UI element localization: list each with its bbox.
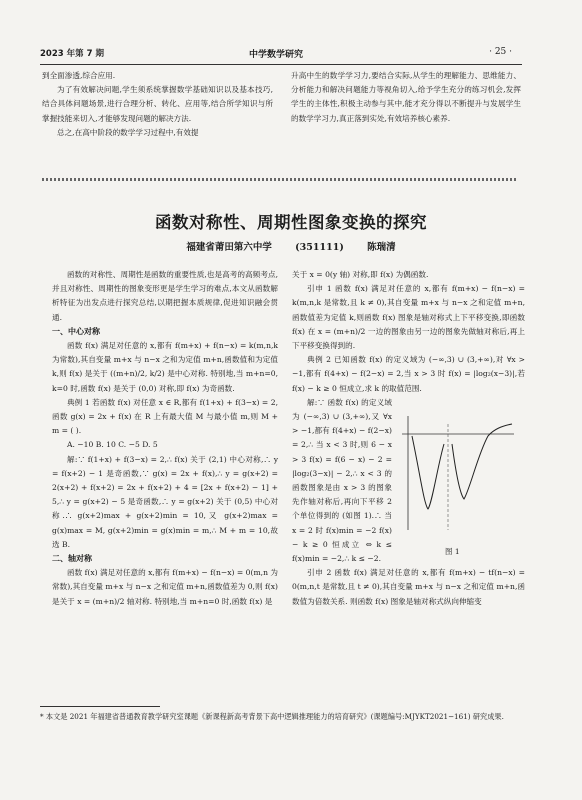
paragraph: 为了有效解决问题,学生须系统掌握数学基础知识以及基本技巧,结合具体问题场景,进行合理分析、转化、应用等,结合所学知识与所掌握技能来切入,才能够发现问题的解决方法. xyxy=(42,85,273,123)
paragraph: 关于 x = 0(y 轴) 对称,即 f(x) 为偶函数. xyxy=(292,270,429,279)
paragraph: 函数 f(x) 满足对任意的 x,都有 f(m+x) − f(n−x) = 0(m,n 为常数),其自变量 m+x 与 n−x 之和定值 m+n,函数值差为 0,则 f(x) 是关于 x = (m+n)/2 轴对称. 特别地,当 m+n=0 时,函数 f(x) 是 xyxy=(52,568,278,606)
author-name: 陈瑞清 xyxy=(367,242,396,253)
prev-article-right xyxy=(291,69,521,126)
header-rule xyxy=(40,64,522,65)
prev-article-left xyxy=(42,69,273,140)
author-postcode: (351111) xyxy=(295,242,344,253)
curve-right xyxy=(452,424,512,499)
running-header xyxy=(40,47,512,61)
example-1-solution: 解:∵ f(1+x) + f(3−x) = 2,∴ f(x) 关于 (2,1) 中心对称,∴ y = f(x+2) − 1 是奇函数,∵ g(x) = 2x + f(x),∴ y = g(x+2) = 2(x+2) + f(x+2) = 2x + f(x+2) + 4 = [2x + f(x+2) − 1] + 5,∴ y = g(x+2) − 5 是奇函数,∴ y = g(x+2) 关于 (0,5) 中心对称.∴ g(x+2)max + g(x+2)min = 10,又 g(x+2)max = g(x)max = M, g(x+2)min = g(x)min = m,∴ M + m = 10,故选 B. xyxy=(52,454,278,549)
left-column xyxy=(52,268,278,609)
example-1-options: A. −10 B. 10 C. −5 D. 5 xyxy=(67,440,158,450)
journal-name: 中学数学研究 xyxy=(248,50,303,60)
paragraph: 升高中生的数学学习力,要结合实际,从学生的理解能力、思维能力、分析能力和解决问题能力等视角切入,给予学生充分的练习机会,发挥学生的主体性,积极主动参与其中,能才充分得以不断提升与发展学生的数学学习力,真正落到实处,有效培养核心素养. xyxy=(291,71,521,123)
paragraph: 到全面渗透,综合应用. xyxy=(42,71,116,80)
extension-2: 引申 2 函数 f(x) 满足对任意的 x,都有 f(m+x) − tf(n−x) = 0(m,n,t 是常数,且 t ≠ 0),其自变量 m+x 与 n−x 之和定值 m+n,函数值为倍数关系. 则函数 f(x) 图象是轴对称式纵向伸缩变 xyxy=(292,568,525,606)
article-separator xyxy=(42,178,516,181)
section-heading-central-symmetry: 一、中心对称 xyxy=(52,326,100,336)
example-1: 典例 1 若函数 f(x) 对任意 x ∈ R,都有 f(1+x) + f(3−x) = 2,函数 g(x) = 2x + f(x) 在 R 上有最大值 M 与最小值 m,则 M + m = ( ). xyxy=(52,397,278,436)
abstract: 函数的对称性、周期性是函数的重要性质,也是高考的高频考点,并且对称性、周期性的图象变形更是学生学习的难点,本文从函数解析特征为出发点进行探究总结,以期把握本质规律,促进知识融会贯通. xyxy=(52,270,278,322)
extension-1: 引申 1 函数 f(x) 满足对任意的 x,都有 f(m+x) − f(n−x) = k(m,n,k 是常数,且 k ≠ 0),其自变量 m+x 与 n−x 之和定值 m+n,函数值差为定值 k,则函数 f(x) 图象是轴对称式上下平移变换,即函数 f(x) 在 x = (m+n)/2 一边的图象由另一边的图象先做轴对称后,再上下平移变换得到的. xyxy=(292,284,525,351)
article-title: 函数对称性、周期性图象变换的探究 xyxy=(155,213,427,232)
figure-1-graph xyxy=(398,414,516,532)
page-number: · 25 · xyxy=(489,47,512,57)
figure-caption: 图 1 xyxy=(445,547,460,556)
example-2: 典例 2 已知函数 f(x) 的定义域为 (−∞,3) ∪ (3,+∞),对 ∀x > −1,都有 f(4+x) − f(2−x) = 2,当 x > 3 时 f(x) = |log₂(x−3)|,若 f(x) − k ≥ 0 恒成立,求 k 的取值范围. xyxy=(292,355,525,393)
paragraph: 总之,在高中阶段的数学学习过程中,有效提 xyxy=(57,127,199,137)
curve-left xyxy=(412,436,444,509)
section-heading-axial-symmetry: 二、轴对称 xyxy=(52,554,92,564)
paragraph: 函数 f(x) 满足对任意的 x,都有 f(m+x) + f(n−x) = k(m,n,k 为常数),其自变量 m+x 与 n−x 之和为定值 m+n,函数值和为定值 k,则 f(x) 是关于 ((m+n)/2, k/2) 是中心对称. 特别地,当 m+n=0, k=0 时,函数 f(x) 是关于 (0,0) 对称,即 f(x) 为奇函数. xyxy=(52,341,278,393)
example-2-solution: 解:∵ 函数 f(x) 的定义域为 (−∞,3) ∪ (3,+∞),又 ∀x > −1,都有 f(4+x) − f(2−x) = 2,∴ 当 x < 3 时,则 6 − x > 3 f(x) = f(6 − x) − 2 = |log₂(3−x)| − 2,∴ x < 3 的函数图象是由 x > 3 的图象先作轴对称后,再向下平移 2 个单位得到的 (如图 1).∴ 当 x = 2 时 f(x)min = −2 f(x) − k ≥ 0 恒成立 ⇔ k ≤ f(x)min = −2,∴ k ≤ −2. xyxy=(292,397,392,564)
issue-label: 2023 年第 7 期 xyxy=(40,49,104,59)
author-line xyxy=(0,239,582,253)
author-affiliation: 福建省莆田第六中学 xyxy=(186,242,272,253)
footnote-rule xyxy=(40,706,160,707)
footnote: * 本文是 2021 年福建省普通教育教学研究室课题《新课程新高考背景下高中逻辑推理能力的培育研究》(课题编号:MJYKT2021−161) 研究成果. xyxy=(40,712,504,721)
